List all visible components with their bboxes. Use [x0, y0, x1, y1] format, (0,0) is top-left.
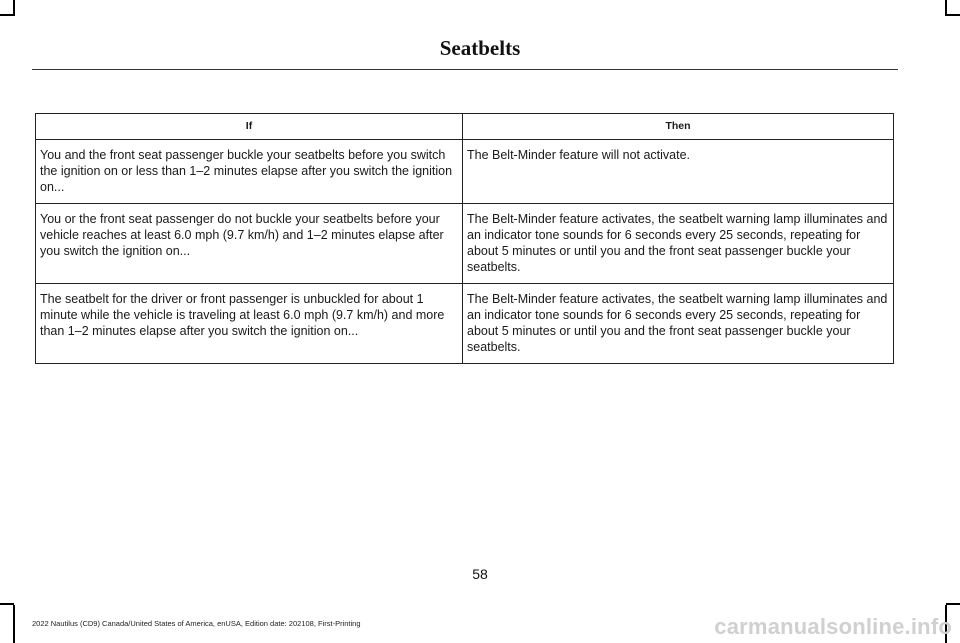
crop-mark-bottom-left	[0, 603, 14, 605]
table-header-row	[36, 114, 894, 140]
table-cell-if: You or the front seat passenger do not buckle your seatbelts before your vehicle reaches at least 6.0 mph (9.7 km/h) and 1–2 minutes elapse after you switch the ignition on...	[36, 204, 463, 284]
page-title: Seatbelts	[439, 36, 521, 60]
page-number: 58	[472, 566, 488, 582]
table-cell-if: You and the front seat passenger buckle your seatbelts before you switch the ignition on or less than 1–2 minutes elapse after you switch the ignition on...	[36, 140, 463, 204]
edition-footer: 2022 Nautilus (CD9) Canada/United States of America, enUSA, Edition date: 202108, First-Printing	[32, 619, 361, 628]
crop-mark-bottom-right	[946, 603, 960, 605]
crop-mark-top-left	[0, 14, 14, 16]
column-header-then: Then	[463, 114, 894, 140]
if-then-table	[35, 113, 894, 364]
table-cell-then: The Belt-Minder feature activates, the seatbelt warning lamp illuminates and an indicator tone sounds for 6 seconds every 25 seconds, repeating for about 5 minutes or until you and the front seat passenger buckle your seatbelts.	[463, 204, 894, 284]
table-cell-then: The Belt-Minder feature activates, the seatbelt warning lamp illuminates and an indicator tone sounds for 6 seconds every 25 seconds, repeating for about 5 minutes or until you and the front seat passenger buckle your seatbelts.	[463, 284, 894, 364]
watermark: carmanualsonline.info	[714, 614, 952, 639]
table-row	[36, 140, 894, 204]
column-header-if: If	[36, 114, 463, 140]
table-row	[36, 204, 894, 284]
table-cell-then: The Belt-Minder feature will not activate.	[463, 140, 894, 204]
crop-mark-top-right	[946, 14, 960, 16]
crop-mark-bottom-left	[13, 605, 15, 643]
table-cell-if: The seatbelt for the driver or front passenger is unbuckled for about 1 minute while the vehicle is traveling at least 6.0 mph (9.7 km/h) and more than 1–2 minutes elapse after you switch the ignition on...	[36, 284, 463, 364]
table-row	[36, 284, 894, 364]
title-divider	[32, 69, 898, 70]
